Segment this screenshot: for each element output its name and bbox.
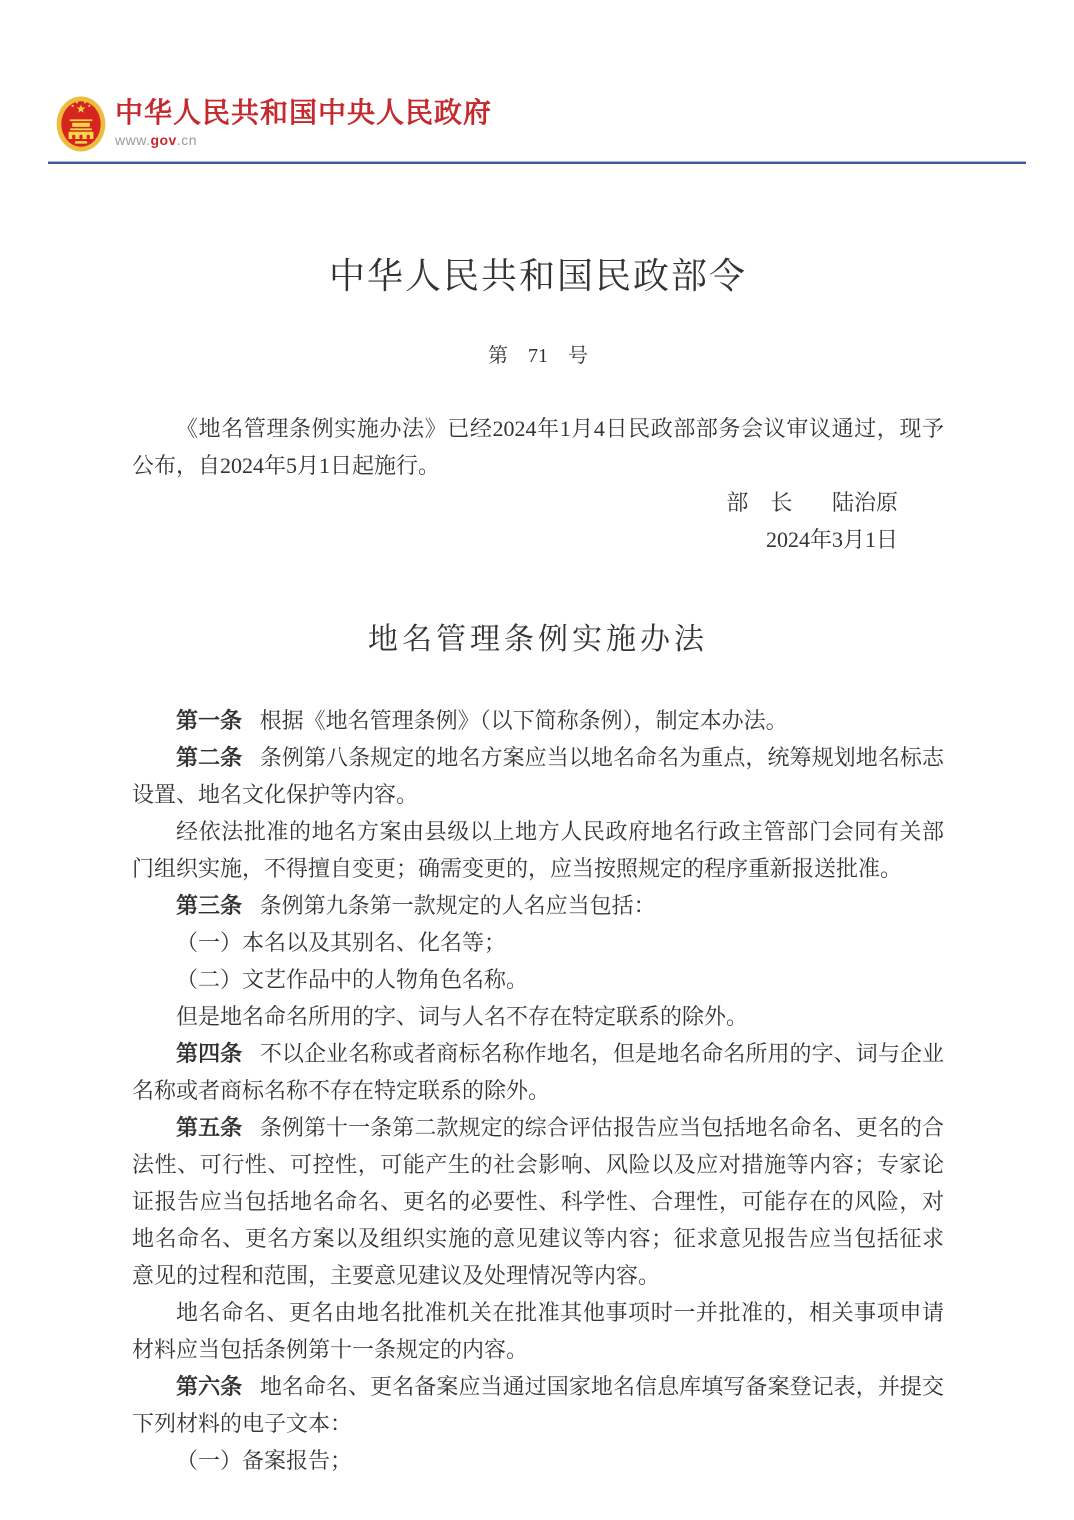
- site-url-suffix: .cn: [176, 132, 198, 148]
- decree-document: [132, 256, 944, 1479]
- announcement-paragraph: 《地名管理条例实施办法》已经2024年1月4日民政部部务会议审议通过，现予公布，自2024年5月1日起施行。: [132, 416, 944, 478]
- article-text: 但是地名命名所用的字、词与人名不存在特定联系的除外。: [176, 1004, 749, 1029]
- article-label: 第四条: [176, 1041, 243, 1066]
- signature-date: 2024年3月1日: [765, 527, 898, 552]
- article-text: （一）本名以及其别名、化名等；: [176, 930, 507, 955]
- article-text: 条例第八条规定的地名方案应当以地名命名为重点，统筹规划地名标志设置、地名文化保护等内容。: [132, 745, 944, 807]
- signature-block: [132, 484, 944, 558]
- article-text: 条例第九条第一款规定的人名应当包括：: [259, 893, 656, 918]
- decree-number: 第 71 号: [488, 345, 588, 367]
- article-label: 第六条: [176, 1374, 243, 1399]
- signer-title: 部 长: [726, 490, 793, 515]
- article-paragraph: [132, 702, 944, 739]
- article-paragraph: [132, 1368, 944, 1442]
- header-divider: [48, 161, 1026, 164]
- article-label: 第一条: [176, 708, 243, 733]
- article-text: 不以企业名称或者商标名称作地名，但是地名命名所用的字、词与企业名称或者商标名称不存在特定联系的除外。: [132, 1041, 944, 1103]
- article-paragraph: [132, 739, 944, 813]
- article-text: 经依法批准的地名方案由县级以上地方人民政府地名行政主管部门会同有关部门组织实施，不得擅自变更；确需变更的，应当按照规定的程序重新报送批准。: [132, 819, 944, 881]
- signer-name: 陆治原: [831, 490, 898, 515]
- decree-title: 中华人民共和国民政部令: [328, 256, 747, 296]
- article-paragraph: [132, 1294, 944, 1368]
- national-emblem-icon: [55, 95, 107, 153]
- article-list: [132, 702, 944, 1479]
- article-label: 第二条: [176, 745, 243, 770]
- article-text: 根据《地名管理条例》（以下简称条例），制定本办法。: [259, 708, 788, 733]
- article-text: 条例第十一条第二款规定的综合评估报告应当包括地名命名、更名的合法性、可行性、可控性，可能产生的社会影响、风险以及应对措施等内容；专家论证报告应当包括地名命名、更名的必要性、科学性、合理性，可能存在的风险，对地名命名、更名方案以及组织实施的意见建议等内容；征求意见报告应当包括征求意见的过程和范围，主要意见建议及处理情况等内容。: [132, 1115, 944, 1288]
- site-url-prefix: www.: [115, 132, 151, 148]
- article-text: （二）文艺作品中的人物角色名称。: [176, 967, 529, 992]
- site-url[interactable]: [115, 132, 492, 148]
- article-paragraph: [132, 924, 944, 961]
- article-paragraph: [132, 998, 944, 1035]
- article-paragraph: [132, 1442, 944, 1479]
- site-url-gov: gov: [150, 132, 177, 148]
- signer-line: [132, 484, 898, 521]
- article-label: 第五条: [176, 1115, 243, 1140]
- brand-block: [115, 95, 492, 148]
- article-text: （一）备案报告；: [176, 1448, 353, 1473]
- article-paragraph: [132, 1109, 944, 1294]
- article-paragraph: [132, 1035, 944, 1109]
- site-logo[interactable]: [55, 95, 1074, 157]
- article-text: 地名命名、更名由地名批准机关在批准其他事项时一并批准的，相关事项申请材料应当包括条例第十一条规定的内容。: [132, 1300, 944, 1362]
- article-label: 第三条: [176, 893, 243, 918]
- article-paragraph: [132, 813, 944, 887]
- regulation-title: 地名管理条例实施办法: [368, 623, 708, 656]
- site-header: [0, 0, 1074, 164]
- article-text: 地名命名、更名备案应当通过国家地名信息库填写备案登记表，并提交下列材料的电子文本：: [132, 1374, 944, 1436]
- article-paragraph: [132, 961, 944, 998]
- site-title[interactable]: 中华人民共和国中央人民政府: [115, 97, 493, 128]
- article-paragraph: [132, 887, 944, 924]
